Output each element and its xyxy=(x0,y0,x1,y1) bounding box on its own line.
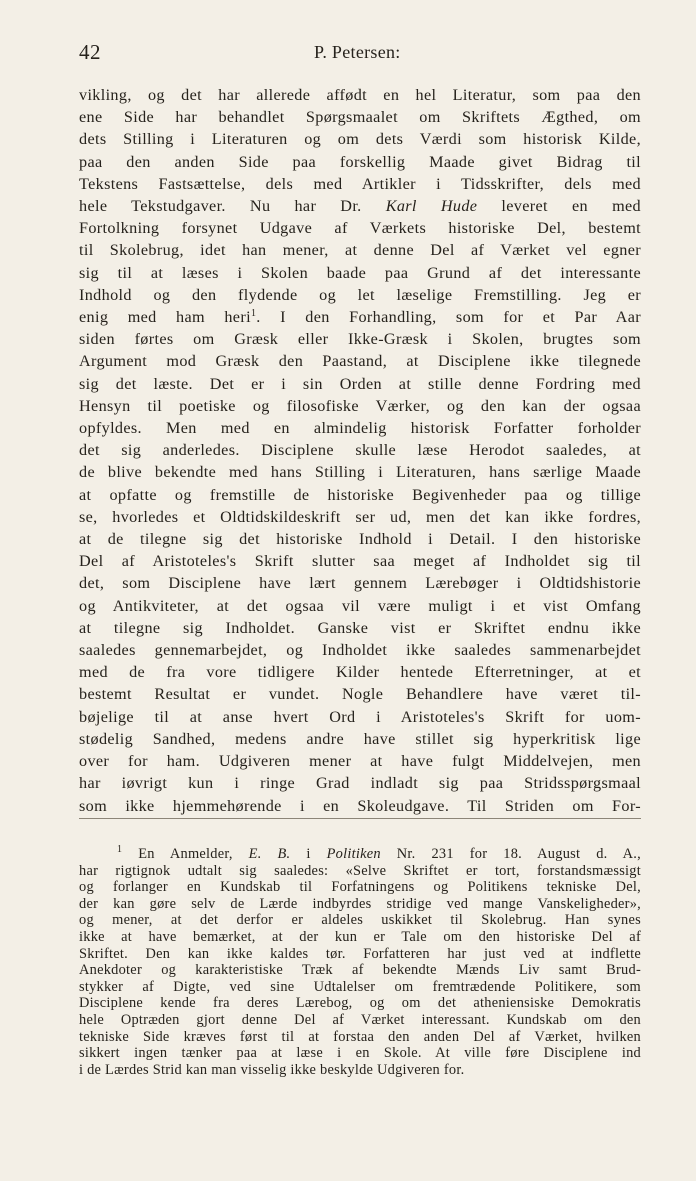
running-head: P. Petersen: xyxy=(314,42,401,62)
body-line: se, hvorledes et Oldtidskildeskrift ser ud, men det kan ikke fordres, xyxy=(79,507,641,526)
footnote-line: Disciplene kende fra deres Lærebog, og om det atheniensiske Demokratis xyxy=(79,995,641,1012)
footnote-author: E. B. xyxy=(248,846,291,862)
footnote-line-part: Nr. 231 for 18. August d. A., xyxy=(396,846,641,862)
body-line: har iøvrigt kun i ringe Grad indladt sig paa Stridsspørgsmaal xyxy=(79,774,641,793)
body-line: over for ham. Udgiveren mener at have fulgt Middelvejen, men xyxy=(79,752,641,771)
footnote-line: der kan gøre selv de Lærde indbyrdes stridige ved mange Vanskeligheder», xyxy=(79,895,641,912)
footnote-line: Skriftet. Den kan ikke kaldes tør. Forfatteren har just ved at indflette xyxy=(79,945,641,962)
body-line: bøjelige til at anse hvert Ord i Aristoteles's Skrift for uom- xyxy=(79,707,641,726)
footnote-line: tekniske Side kræves først til at forstaa den anden Del af Værket, hvilken xyxy=(79,1028,641,1045)
footnote-line-part: i xyxy=(306,846,311,862)
body-line: paa den anden Side paa forskellig Maade givet Bidrag til xyxy=(79,152,641,171)
body-line: med de fra vore tidligere Kilder hentede Efterretninger, at et xyxy=(79,663,641,682)
body-line: opfyldes. Men med en almindelig historisk Forfatter forholder xyxy=(79,419,641,438)
page-header xyxy=(79,40,641,68)
footnote-line: ikke at have bemærket, at der kun er Tale om den historiske Del af xyxy=(79,928,641,945)
footnote-divider xyxy=(79,818,641,819)
footnote-line: i de Lærdes Strid kan man visselig ikke beskylde Udgiveren for. xyxy=(79,1061,465,1078)
body-line: Argument mod Græsk den Paastand, at Disciplene ikke tilegnede xyxy=(79,352,641,371)
body-line: stødelig Sandhed, medens andre have stillet sig hyperkritisk lige xyxy=(79,729,641,748)
footnote xyxy=(79,846,641,1078)
body-line: det sig anderledes. Disciplene skulle læse Herodot saaledes, at xyxy=(79,441,641,460)
editor-name: Karl Hude xyxy=(385,197,478,216)
body-line: bestemt Resultat er vundet. Nogle Behandlere have været til- xyxy=(79,685,641,704)
body-line-part: . I den Forhandling, som for et Par Aar xyxy=(256,308,641,327)
body-line: at tilegne sig Indholdet. Ganske vist er Skriftet endnu ikke xyxy=(79,618,641,637)
body-line: siden førtes om Græsk eller Ikke-Græsk i Skolen, brugtes som xyxy=(79,330,641,349)
body-line-with-footnote-ref xyxy=(79,306,641,328)
body-line: at opfatte og fremstille de historiske Begivenheder paa og tillige xyxy=(79,485,641,504)
footnote-line: stykker af Digte, ved sine Udtalelser om fremtrædende Politikere, som xyxy=(79,978,641,995)
body-line: Hensyn til poetiske og filosofiske Værker, og den kan der ogsaa xyxy=(79,396,641,415)
body-line-part: enig med ham heri xyxy=(79,308,251,327)
page-number: 42 xyxy=(79,40,101,64)
body-line: det, som Disciplene have lært gennem Lærebøger i Oldtidshistorie xyxy=(79,574,641,593)
body-line: dets Stilling i Literaturen og om dets Værdi som historisk Kilde, xyxy=(79,130,641,149)
footnote-marker: 1 xyxy=(117,844,123,855)
footnote-line: og forlanger en Kundskab til Forfatningens og Politikens tekniske Del, xyxy=(79,879,641,896)
footnote-line: hele Optræden gjort denne Del af Værket interessant. Kundskab om den xyxy=(79,1011,641,1028)
body-line: Tekstens Fastsættelse, dels med Artikler i Tidsskrifter, dels med xyxy=(79,174,641,193)
body-line: de blive bekendte med hans Stilling i Literaturen, hans særlige Maade xyxy=(79,463,641,482)
body-text xyxy=(79,84,641,817)
body-line: saaledes gennemarbejdet, og Indholdet ikke saaledes sammenarbejdet xyxy=(79,641,641,660)
body-line: Del af Aristoteles's Skrift slutter saa meget af Indholdet sig til xyxy=(79,552,641,571)
body-line: ene Side har behandlet Spørgsmaalet om Skriftets Ægthed, om xyxy=(79,108,641,127)
body-line: til Skolebrug, idet han mener, at denne Del af Værket vel egner xyxy=(79,241,641,260)
footnote-line: Anekdoter og karakteristiske Træk af bekendte Mænds Liv samt Brud- xyxy=(79,962,641,979)
body-line-part: leveret en med xyxy=(501,197,641,216)
body-line: vikling, og det har allerede affødt en hel Literatur, som paa den xyxy=(79,86,641,104)
footnote-line: har rigtignok udtalt sig saaledes: «Selve Skriftet er tort, forstandsmæssigt xyxy=(79,862,641,879)
footnote-line: og mener, at det derfor er aldeles uskikket til Skolebrug. Han synes xyxy=(79,912,641,929)
footnote-newspaper: Politiken xyxy=(326,846,381,862)
body-line-with-name xyxy=(79,195,641,217)
body-line: at de tilegne sig det historiske Indhold i Detail. I den historiske xyxy=(79,530,641,549)
body-line-part: hele Tekstudgaver. Nu har Dr. xyxy=(79,197,362,216)
body-line: og Antikviteter, at det ogsaa vil være muligt i et vist Omfang xyxy=(79,596,641,615)
body-line: sig det læste. Det er i sin Orden at stille denne Fordring med xyxy=(79,374,641,393)
footnote-line-with-citation xyxy=(79,846,641,863)
footnote-line: sikkert ingen tænker paa at læse i en Skole. At ville føre Disciplene ind xyxy=(79,1045,641,1062)
body-line: som ikke hjemmehørende i en Skoleudgave. Til Striden om For- xyxy=(79,796,641,815)
body-line: sig til at læses i Skolen baade paa Grund af det interessante xyxy=(79,263,641,282)
body-line: Indhold og den flydende og let læselige Fremstilling. Jeg er xyxy=(79,285,641,304)
footnote-line-part: En Anmelder, xyxy=(138,846,233,862)
body-line: Fortolkning forsynet Udgave af Værkets historiske Del, bestemt xyxy=(79,219,641,238)
footnote-reference[interactable]: 1 xyxy=(250,308,257,320)
